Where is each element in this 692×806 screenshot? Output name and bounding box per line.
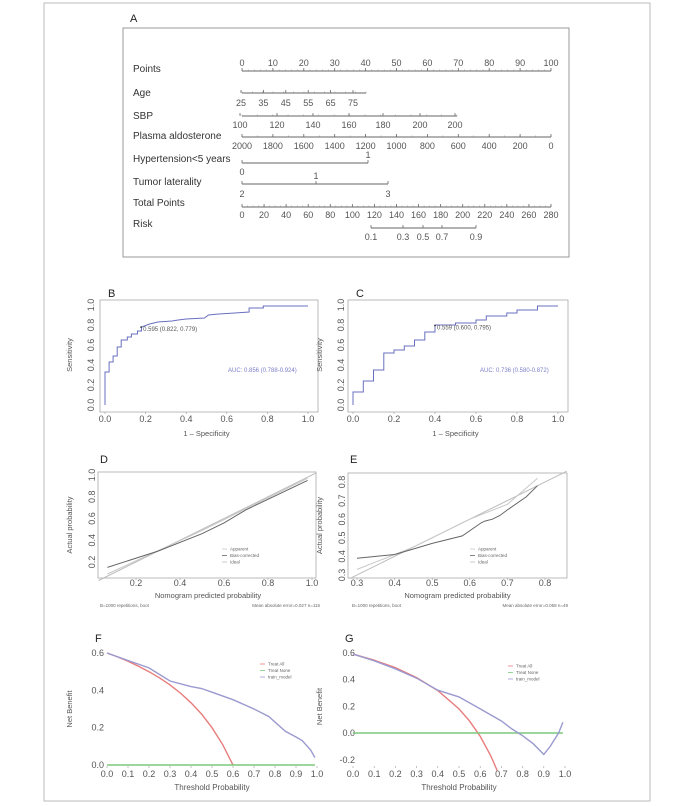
- nomogram-tick-label-sbp: 160: [341, 120, 357, 130]
- x-tick-label: 0.9: [537, 769, 551, 779]
- y-tick-label: 0.8: [86, 318, 96, 332]
- x-tick-label: 0.6: [220, 414, 234, 424]
- legend-label: train_model: [268, 674, 292, 680]
- nomogram-tick-label-total: 40: [281, 210, 292, 220]
- nomogram-tick-label-sbp: 140: [305, 120, 321, 130]
- nomogram-tick-label-total: 220: [477, 210, 493, 220]
- nomogram-row-label-plasma: Plasma aldosterone: [133, 131, 222, 142]
- x-tick-label: 0.2: [142, 769, 156, 779]
- y-axis-label: Actual probability: [65, 496, 74, 554]
- legend-label: Treat All: [516, 663, 533, 669]
- series-bias-corrected: [357, 486, 538, 559]
- nomogram-box: [123, 28, 569, 257]
- panel-e: [315, 454, 568, 608]
- y-tick-label: 0.7: [337, 494, 347, 507]
- nomogram-tick-label-total: 280: [543, 210, 559, 220]
- y-axis-label: Sensitivity: [65, 338, 74, 372]
- x-tick-label: 0.0: [98, 414, 112, 424]
- nomogram-tick-label-age: 55: [303, 98, 314, 108]
- nomogram-tick-label-points: 40: [360, 58, 371, 68]
- legend-label: Treat None: [516, 670, 539, 675]
- nomogram-tick-label-points: 60: [422, 58, 433, 68]
- legend-label: Ideal: [478, 559, 488, 565]
- x-tick-label: 0.7: [501, 578, 514, 588]
- nomogram-row-label-sbp: SBP: [133, 111, 154, 122]
- y-axis-label: Net Benefit: [65, 690, 74, 728]
- charts: [65, 288, 571, 792]
- plot-frame: [98, 472, 316, 578]
- nomogram: [133, 58, 559, 242]
- x-tick-label: 0.5: [205, 769, 219, 779]
- y-tick-label: 0.2: [91, 722, 104, 733]
- plot-frame: [100, 300, 318, 412]
- x-tick-label: 0.6: [226, 769, 240, 779]
- cutoff-point: [140, 326, 142, 328]
- series-treat-all: [353, 654, 497, 771]
- panel-label-a: A: [130, 13, 138, 25]
- panel-label-e: E: [350, 454, 358, 466]
- nomogram-tick-label-age: 65: [325, 98, 336, 108]
- y-tick-label: 0.0: [86, 398, 96, 412]
- panel-b: [65, 288, 318, 438]
- nomogram-tick-label-total: 240: [499, 210, 515, 220]
- nomogram-tick-label-total: 260: [521, 210, 537, 220]
- legend-label: Ideal: [230, 559, 240, 565]
- nomogram-tick-label-risk: 0.9: [469, 232, 483, 242]
- auc-label: AUC: 0.856 (0.788-0.924): [228, 368, 297, 374]
- nomogram-tick-label-risk: 0.1: [364, 232, 378, 242]
- x-tick-label: 0.3: [410, 769, 423, 779]
- x-tick-label: 0.7: [495, 769, 508, 779]
- x-tick-label: 0.6: [463, 578, 477, 588]
- x-axis-label: 1 – Specificity: [432, 429, 479, 438]
- y-tick-label: 1.0: [86, 298, 96, 312]
- nomogram-tick-label-total: 80: [325, 210, 336, 220]
- y-axis-label: Sensitivity: [315, 338, 324, 372]
- x-tick-label: 0.8: [261, 578, 275, 588]
- panel-label-c: C: [356, 288, 364, 300]
- x-tick-label: 0.1: [367, 769, 381, 779]
- nomogram-tick-label-total: 140: [388, 210, 405, 220]
- panel-label-d: D: [100, 454, 108, 466]
- panel-f: [65, 633, 323, 792]
- cutoff-label: 0.595 (0.822, 0.779): [143, 327, 198, 334]
- y-tick-label: 0.8: [336, 318, 346, 332]
- x-tick-label: 0.8: [261, 414, 274, 424]
- nomogram-tick-label-points: 50: [391, 58, 402, 68]
- nomogram-tick-label-plasma: 400: [481, 141, 497, 151]
- nomogram-tick-label-age: 75: [347, 98, 359, 108]
- nomogram-tick-label-points: 0: [239, 58, 245, 68]
- panel-c: [315, 288, 568, 438]
- nomogram-tick-label-points: 80: [484, 58, 495, 68]
- x-axis-label: Nomogram predicted probability: [154, 591, 262, 600]
- x-tick-label: 0.2: [129, 578, 143, 588]
- y-axis-label: Actual probability: [315, 496, 324, 555]
- y-tick-label: 0.6: [86, 338, 96, 352]
- nomogram-tick-label-sbp: 180: [375, 120, 391, 130]
- x-axis-label: Threshold Probability: [174, 783, 250, 792]
- y-tick-label: 0.2: [87, 555, 97, 569]
- y-tick-label: 0.4: [87, 533, 97, 547]
- nomogram-row-label-age: Age: [133, 88, 151, 99]
- y-tick-label: 1.0: [336, 298, 346, 312]
- nomogram-tick-label-risk: 0.5: [416, 232, 430, 242]
- x-tick-label: 0.2: [387, 414, 401, 424]
- x-tick-label: 0.4: [184, 769, 198, 779]
- x-tick-label: 0.0: [346, 769, 360, 779]
- x-tick-label: 0.8: [538, 578, 552, 588]
- y-tick-label: 0.2: [336, 378, 346, 392]
- x-tick-label: 0.6: [473, 769, 487, 779]
- x-tick-label: 0.4: [173, 578, 187, 588]
- y-tick-label: 0.6: [337, 512, 347, 526]
- x-tick-label: 1.0: [305, 578, 319, 588]
- nomogram-tick-label-age: 45: [280, 98, 291, 108]
- y-tick-label: 0.4: [91, 685, 104, 696]
- x-tick-label: 0.7: [247, 769, 261, 779]
- nomogram-tick-label-plasma: 2000: [231, 141, 253, 151]
- x-tick-label: 0.8: [510, 414, 524, 424]
- nomogram-tick-label-age: 35: [258, 98, 269, 108]
- x-tick-label: 0.3: [163, 769, 177, 779]
- y-tick-label: 0.0: [91, 760, 104, 770]
- cutoff-point: [434, 325, 436, 327]
- nomogram-row-label-tumor: Tumor laterality: [133, 177, 202, 188]
- nomogram-tick-label-total: 120: [366, 210, 382, 220]
- nomogram-tick-label-htn: 1: [365, 150, 371, 160]
- x-tick-label: 0.0: [100, 769, 114, 779]
- x-tick-label: 0.2: [389, 769, 402, 779]
- x-tick-label: 0.5: [452, 769, 466, 779]
- nomogram-tick-label-plasma: 200: [512, 141, 528, 151]
- y-tick-label: 0.2: [86, 378, 96, 392]
- x-tick-label: 0.4: [431, 769, 445, 779]
- x-tick-label: 0.1: [121, 769, 135, 779]
- nomogram-tick-label-points: 90: [515, 58, 526, 68]
- nomogram-tick-label-plasma: 1400: [324, 141, 345, 151]
- legend-label: Treat All: [268, 661, 285, 667]
- legend-label: Bias-corrected: [478, 553, 508, 558]
- x-tick-label: 0.8: [268, 769, 282, 779]
- nomogram-tick-label-plasma: 1800: [262, 141, 283, 151]
- x-tick-label: 0.4: [179, 414, 193, 424]
- y-tick-label: 0.6: [87, 512, 97, 525]
- x-tick-label: 0.3: [350, 578, 364, 588]
- x-tick-label: 1.0: [551, 414, 565, 424]
- x-tick-label: 0.6: [469, 414, 483, 424]
- x-axis-label: Threshold Probability: [421, 783, 497, 792]
- x-axis-label: 1 – Specificity: [183, 429, 230, 438]
- plot-frame: [348, 300, 568, 412]
- nomogram-tick-label-total: 0: [239, 210, 245, 220]
- y-tick-label: 0.2: [342, 701, 355, 712]
- x-axis-label: Nomogram predicted probability: [404, 591, 511, 600]
- series-ideal: [99, 473, 317, 581]
- nomogram-tick-label-plasma: 600: [450, 141, 466, 151]
- x-tick-label: 1.0: [558, 769, 572, 779]
- x-tick-label: 0.0: [346, 414, 360, 424]
- nomogram-tick-label-sbp: 200: [412, 120, 428, 130]
- y-tick-label: 1.0: [87, 468, 97, 482]
- nomogram-tick-label-sbp: 200: [447, 120, 463, 130]
- nomogram-tick-label-tumor: 2: [239, 189, 245, 199]
- x-tick-label: 0.4: [388, 578, 401, 588]
- nomogram-row-label-htn: Hypertension<5 years: [133, 154, 231, 165]
- panel-label-g: G: [345, 633, 354, 645]
- x-tick-label: 0.9: [289, 769, 303, 779]
- nomogram-row-label-risk: Risk: [133, 219, 153, 230]
- nomogram-tick-label-htn: 0: [239, 167, 245, 177]
- series-roc: [353, 306, 558, 405]
- note-mean-abs-error: Mean absolute error=0.027 n=115: [252, 603, 320, 608]
- y-tick-label: 0.4: [336, 358, 346, 372]
- note-repetitions: B=1000 repetitions, boot: [100, 603, 149, 608]
- panel-label-b: B: [108, 288, 116, 300]
- nomogram-tick-label-total: 20: [259, 210, 270, 220]
- y-tick-label: 0.4: [342, 674, 355, 685]
- nomogram-tick-label-plasma: 1200: [355, 141, 376, 151]
- nomogram-tick-label-points: 70: [453, 58, 464, 68]
- x-tick-label: 0.6: [217, 578, 231, 588]
- series-treat-all: [107, 653, 233, 765]
- nomogram-tick-label-risk: 0.7: [435, 232, 449, 242]
- nomogram-tick-label-points: 10: [267, 58, 278, 68]
- legend-label: Bias-corrected: [230, 553, 260, 558]
- nomogram-tick-label-tumor: 3: [385, 189, 391, 199]
- nomogram-row-label-points: Points: [133, 64, 161, 75]
- panel-label-f: F: [95, 633, 102, 645]
- nomogram-tick-label-plasma: 800: [419, 141, 435, 151]
- legend-label: Treat None: [268, 668, 291, 673]
- y-tick-label: 0.0: [336, 398, 346, 412]
- x-tick-label: 0.5: [425, 578, 439, 588]
- series-roc: [105, 306, 308, 405]
- nomogram-tick-label-plasma: 1600: [293, 141, 314, 151]
- nomogram-tick-label-tumor: 1: [313, 171, 319, 181]
- nomogram-tick-label-points: 20: [298, 58, 309, 68]
- y-tick-label: -0.2: [339, 754, 355, 765]
- auc-label: AUC: 0.736 (0.580-0.872): [480, 368, 549, 374]
- y-tick-label: 0.6: [342, 647, 355, 658]
- legend-label: Apparent: [230, 546, 249, 552]
- y-tick-label: 0.4: [337, 550, 347, 563]
- nomogram-tick-label-total: 160: [411, 210, 427, 220]
- nomogram-tick-label-total: 60: [303, 210, 314, 220]
- legend-label: train_model: [516, 676, 540, 682]
- note-mean-abs-error: Mean absolute error=0.058 n=49: [502, 603, 568, 608]
- cutoff-label: 0.559 (0.600, 0.795): [437, 325, 492, 332]
- nomogram-tick-label-total: 180: [433, 210, 449, 220]
- nomogram-tick-label-points: 100: [543, 58, 559, 68]
- nomogram-tick-label-sbp: 120: [269, 120, 285, 130]
- x-tick-label: 1.0: [301, 414, 315, 424]
- nomogram-tick-label-sbp: 100: [232, 120, 248, 130]
- y-tick-label: 0.5: [337, 531, 347, 545]
- y-tick-label: 0.8: [337, 475, 347, 489]
- y-tick-label: 0.8: [87, 490, 97, 504]
- nomogram-tick-label-risk: 0.3: [396, 232, 410, 242]
- y-tick-label: 0.6: [91, 648, 104, 658]
- nomogram-row-label-total: Total Points: [133, 198, 185, 209]
- x-tick-label: 0.8: [516, 769, 529, 779]
- y-tick-label: 0.4: [86, 358, 96, 372]
- x-tick-label: 1.0: [310, 769, 324, 779]
- panel-d: [65, 454, 320, 608]
- x-tick-label: 0.2: [139, 414, 152, 424]
- y-tick-label: 0.0: [342, 728, 355, 738]
- note-repetitions: B=1000 repetitions, boot: [352, 603, 401, 608]
- y-tick-label: 0.3: [337, 568, 347, 582]
- nomogram-tick-label-plasma: 0: [548, 141, 554, 151]
- y-axis-label: Net Benefit: [315, 687, 324, 726]
- nomogram-tick-label-points: 30: [329, 58, 340, 68]
- y-tick-label: 0.6: [336, 338, 346, 352]
- legend-label: Apparent: [478, 546, 497, 552]
- nomogram-tick-label-total: 100: [344, 210, 360, 220]
- nomogram-tick-label-plasma: 1000: [386, 141, 407, 151]
- x-tick-label: 0.4: [428, 414, 442, 424]
- nomogram-tick-label-total: 200: [455, 210, 471, 220]
- panel-g: [315, 633, 571, 792]
- nomogram-tick-label-age: 25: [235, 98, 247, 108]
